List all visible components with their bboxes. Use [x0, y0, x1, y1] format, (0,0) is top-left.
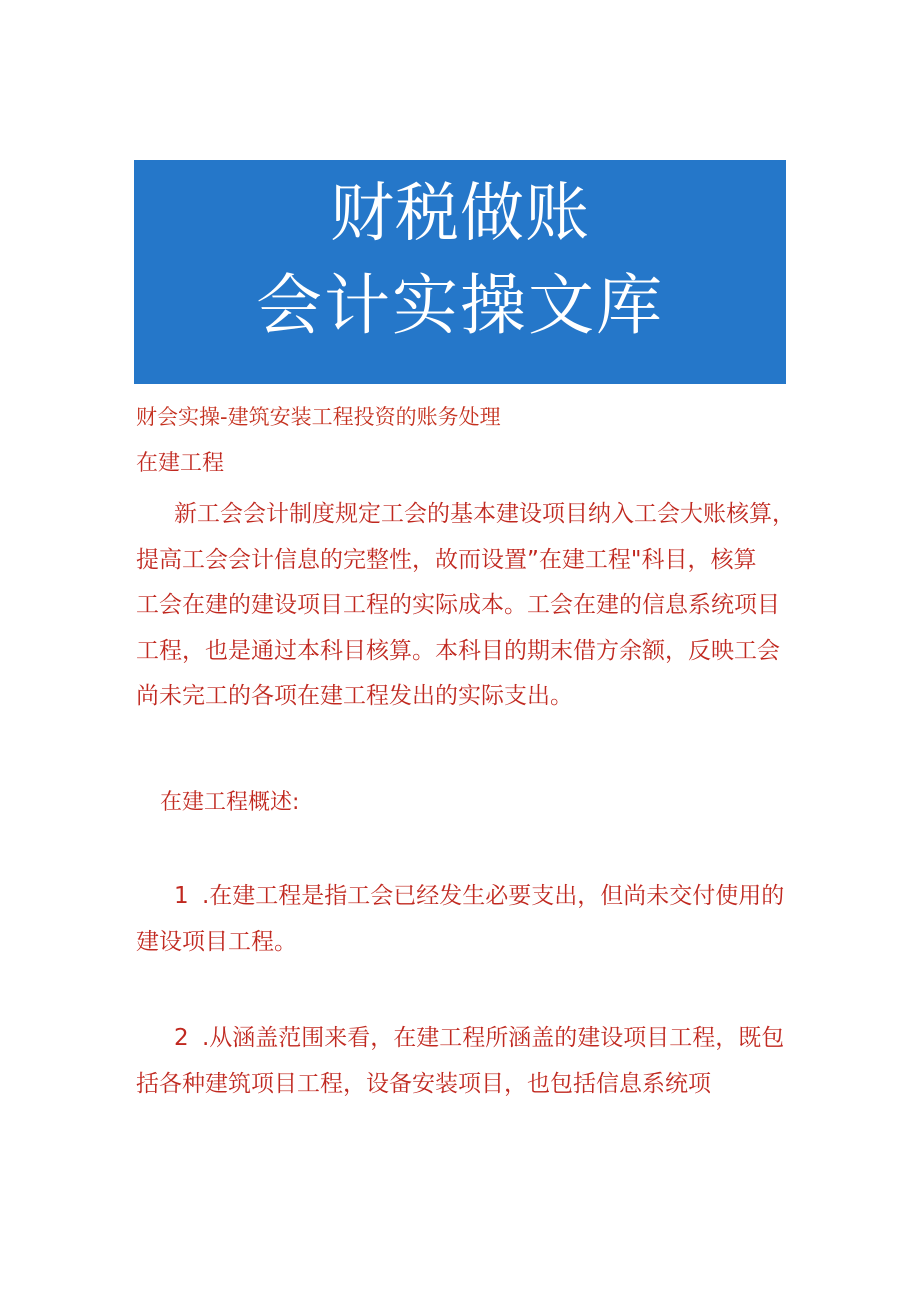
overview-heading: 在建工程概述:: [160, 790, 300, 815]
paragraph-line: 工程，也是通过本科目核算。本科目的期末借方余额，反映工会: [136, 637, 780, 664]
intro-paragraph: [136, 492, 796, 720]
list-item: [136, 874, 796, 965]
paragraph-line: 提高工会会计信息的完整性，故而设置”在建工程"科目，核算: [136, 546, 757, 573]
banner-title: 财税做账: [330, 177, 590, 251]
header-banner: [134, 160, 786, 384]
list-item: [136, 1016, 796, 1107]
list-item-text: .从涵盖范围来看，在建工程所涵盖的建设项目工程，既包: [202, 1025, 785, 1051]
paragraph-line: 新工会会计制度规定工会的基本建设项目纳入工会大账核算，: [174, 501, 795, 527]
banner-subtitle: 会计实操文库: [256, 267, 664, 344]
paragraph-line: 工会在建的建设项目工程的实际成本。工会在建的信息系统项目: [136, 592, 780, 618]
list-item-number: 2: [174, 1025, 189, 1051]
list-item-text: 建设项目工程。: [136, 928, 297, 955]
list-item-text: .在建工程是指工会已经发生必要支出，但尚未交付使用的: [202, 883, 785, 909]
list-item-first-line: [136, 874, 796, 920]
list-item-text: 括各种建筑项目工程，设备安装项目，也包括信息系统项: [136, 1070, 711, 1097]
document-title: 财会实操-建筑安装工程投资的账务处理: [136, 405, 501, 429]
section-heading: 在建工程: [136, 451, 225, 476]
list-item-first-line: [136, 1016, 796, 1062]
list-item-number: 1: [174, 883, 189, 909]
paragraph-line: 尚未完工的各项在建工程发出的实际支出。: [136, 683, 573, 709]
